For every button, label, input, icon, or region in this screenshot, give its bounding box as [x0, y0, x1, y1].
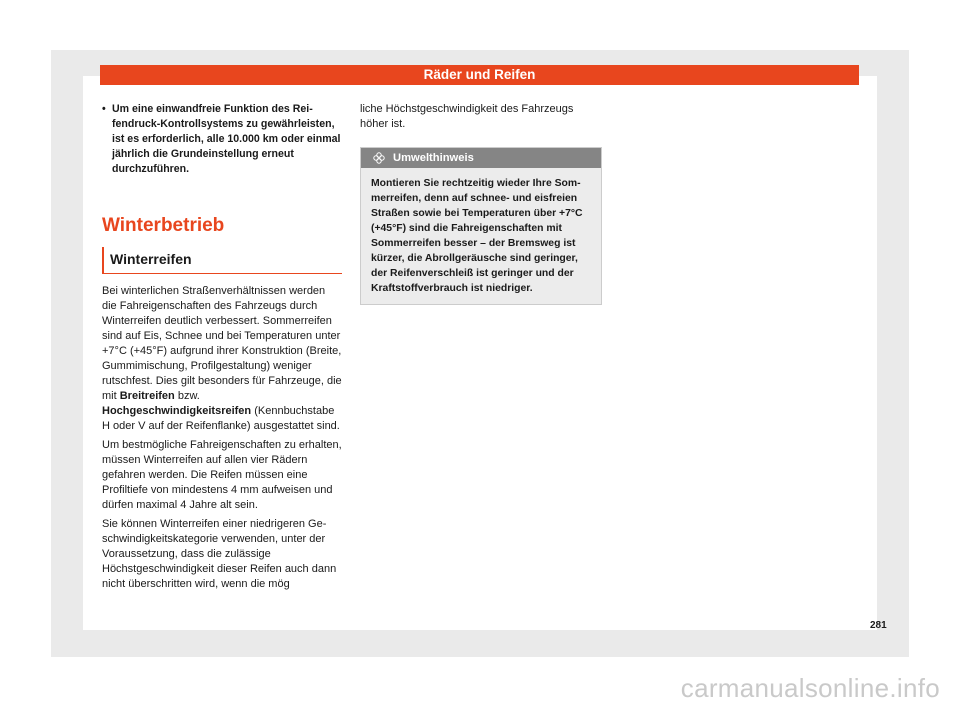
section-title: Winterbetrieb — [102, 215, 225, 236]
environment-note — [360, 147, 602, 305]
paragraph-continued: liche Höchstgeschwindigkeit des Fahrzeugs höher ist. — [360, 103, 574, 130]
paragraph-all-wheels: Um bestmögliche Fahreigenschaften zu erhalten, müssen Winterreifen auf allen vier Rädern gefahren werden. Die Reifen müssen eine Profiltiefe von mindestens 4 mm aufweisen und dürfen maximal 4 Jahre alt sein. — [102, 439, 342, 511]
bullet-icon: • — [102, 103, 106, 115]
right-column — [360, 102, 602, 305]
bold-term: Hochgeschwindigkeitsreifen — [102, 405, 252, 417]
text-run: (Kennbuchstabe H oder V auf der Reifenflanke) ausgestattet sind. — [102, 405, 340, 432]
environment-note-text: Montieren Sie rechtzeitig wieder Ihre Sommerreifen, denn auf schnee- und eisfreien Straßen sowie bei Temperaturen über +7°C (+45°F) sind die Fahreigenschaften mit Sommerreifen besser – der Bremsweg ist kürzer, die Abrollgeräusche sind geringer, der Reifenverschleiß ist geringer und der Kraftstoffverbrauch ist niedriger. — [361, 168, 601, 304]
environment-note-title: Umwelthinweis — [393, 152, 474, 164]
left-column — [102, 102, 342, 592]
watermark: carmanualsonline.info — [680, 673, 940, 703]
page-number: 281 — [870, 620, 887, 631]
environment-note-header — [361, 148, 601, 168]
list-item — [102, 102, 342, 177]
bullet-text: Um eine einwandfreie Funktion des Reifendruck-Kontrollsystems zu gewährleisten, ist es erforderlich, alle 10.000 km oder einmal jährlich die Grundeinstellung erneut durchzuführen. — [112, 103, 341, 175]
chapter-header: Räder und Reifen — [100, 65, 859, 85]
paragraph-winter-tires — [102, 284, 342, 434]
subsection-title: Winterreifen — [102, 247, 342, 274]
text-run: Bei winterlichen Straßenverhältnissen werden die Fahreigenschaften des Fahrzeugs durch Winterreifen deutlich verbessert. Sommerreifen sind auf Eis, Schnee und bei Temperaturen unter +7°C (+45°F) aufgrund ihrer Konstruktion (Breite, Gummimischung, Profilgestaltung) weniger rutschfest. Dies gilt besonders für Fahrzeuge, die mit — [102, 285, 342, 402]
paragraph-speed-category: Sie können Winterreifen einer niedrigeren Geschwindigkeitskategorie verwenden, unter der Voraussetzung, dass die zulässige Höchstgeschwindigkeit dieser Reifen auch dann nicht überschritten wird, wenn die mög — [102, 518, 337, 590]
bold-term: Breitreifen — [119, 390, 175, 402]
eco-flower-icon — [373, 152, 385, 164]
text-run: bzw. — [174, 390, 200, 402]
